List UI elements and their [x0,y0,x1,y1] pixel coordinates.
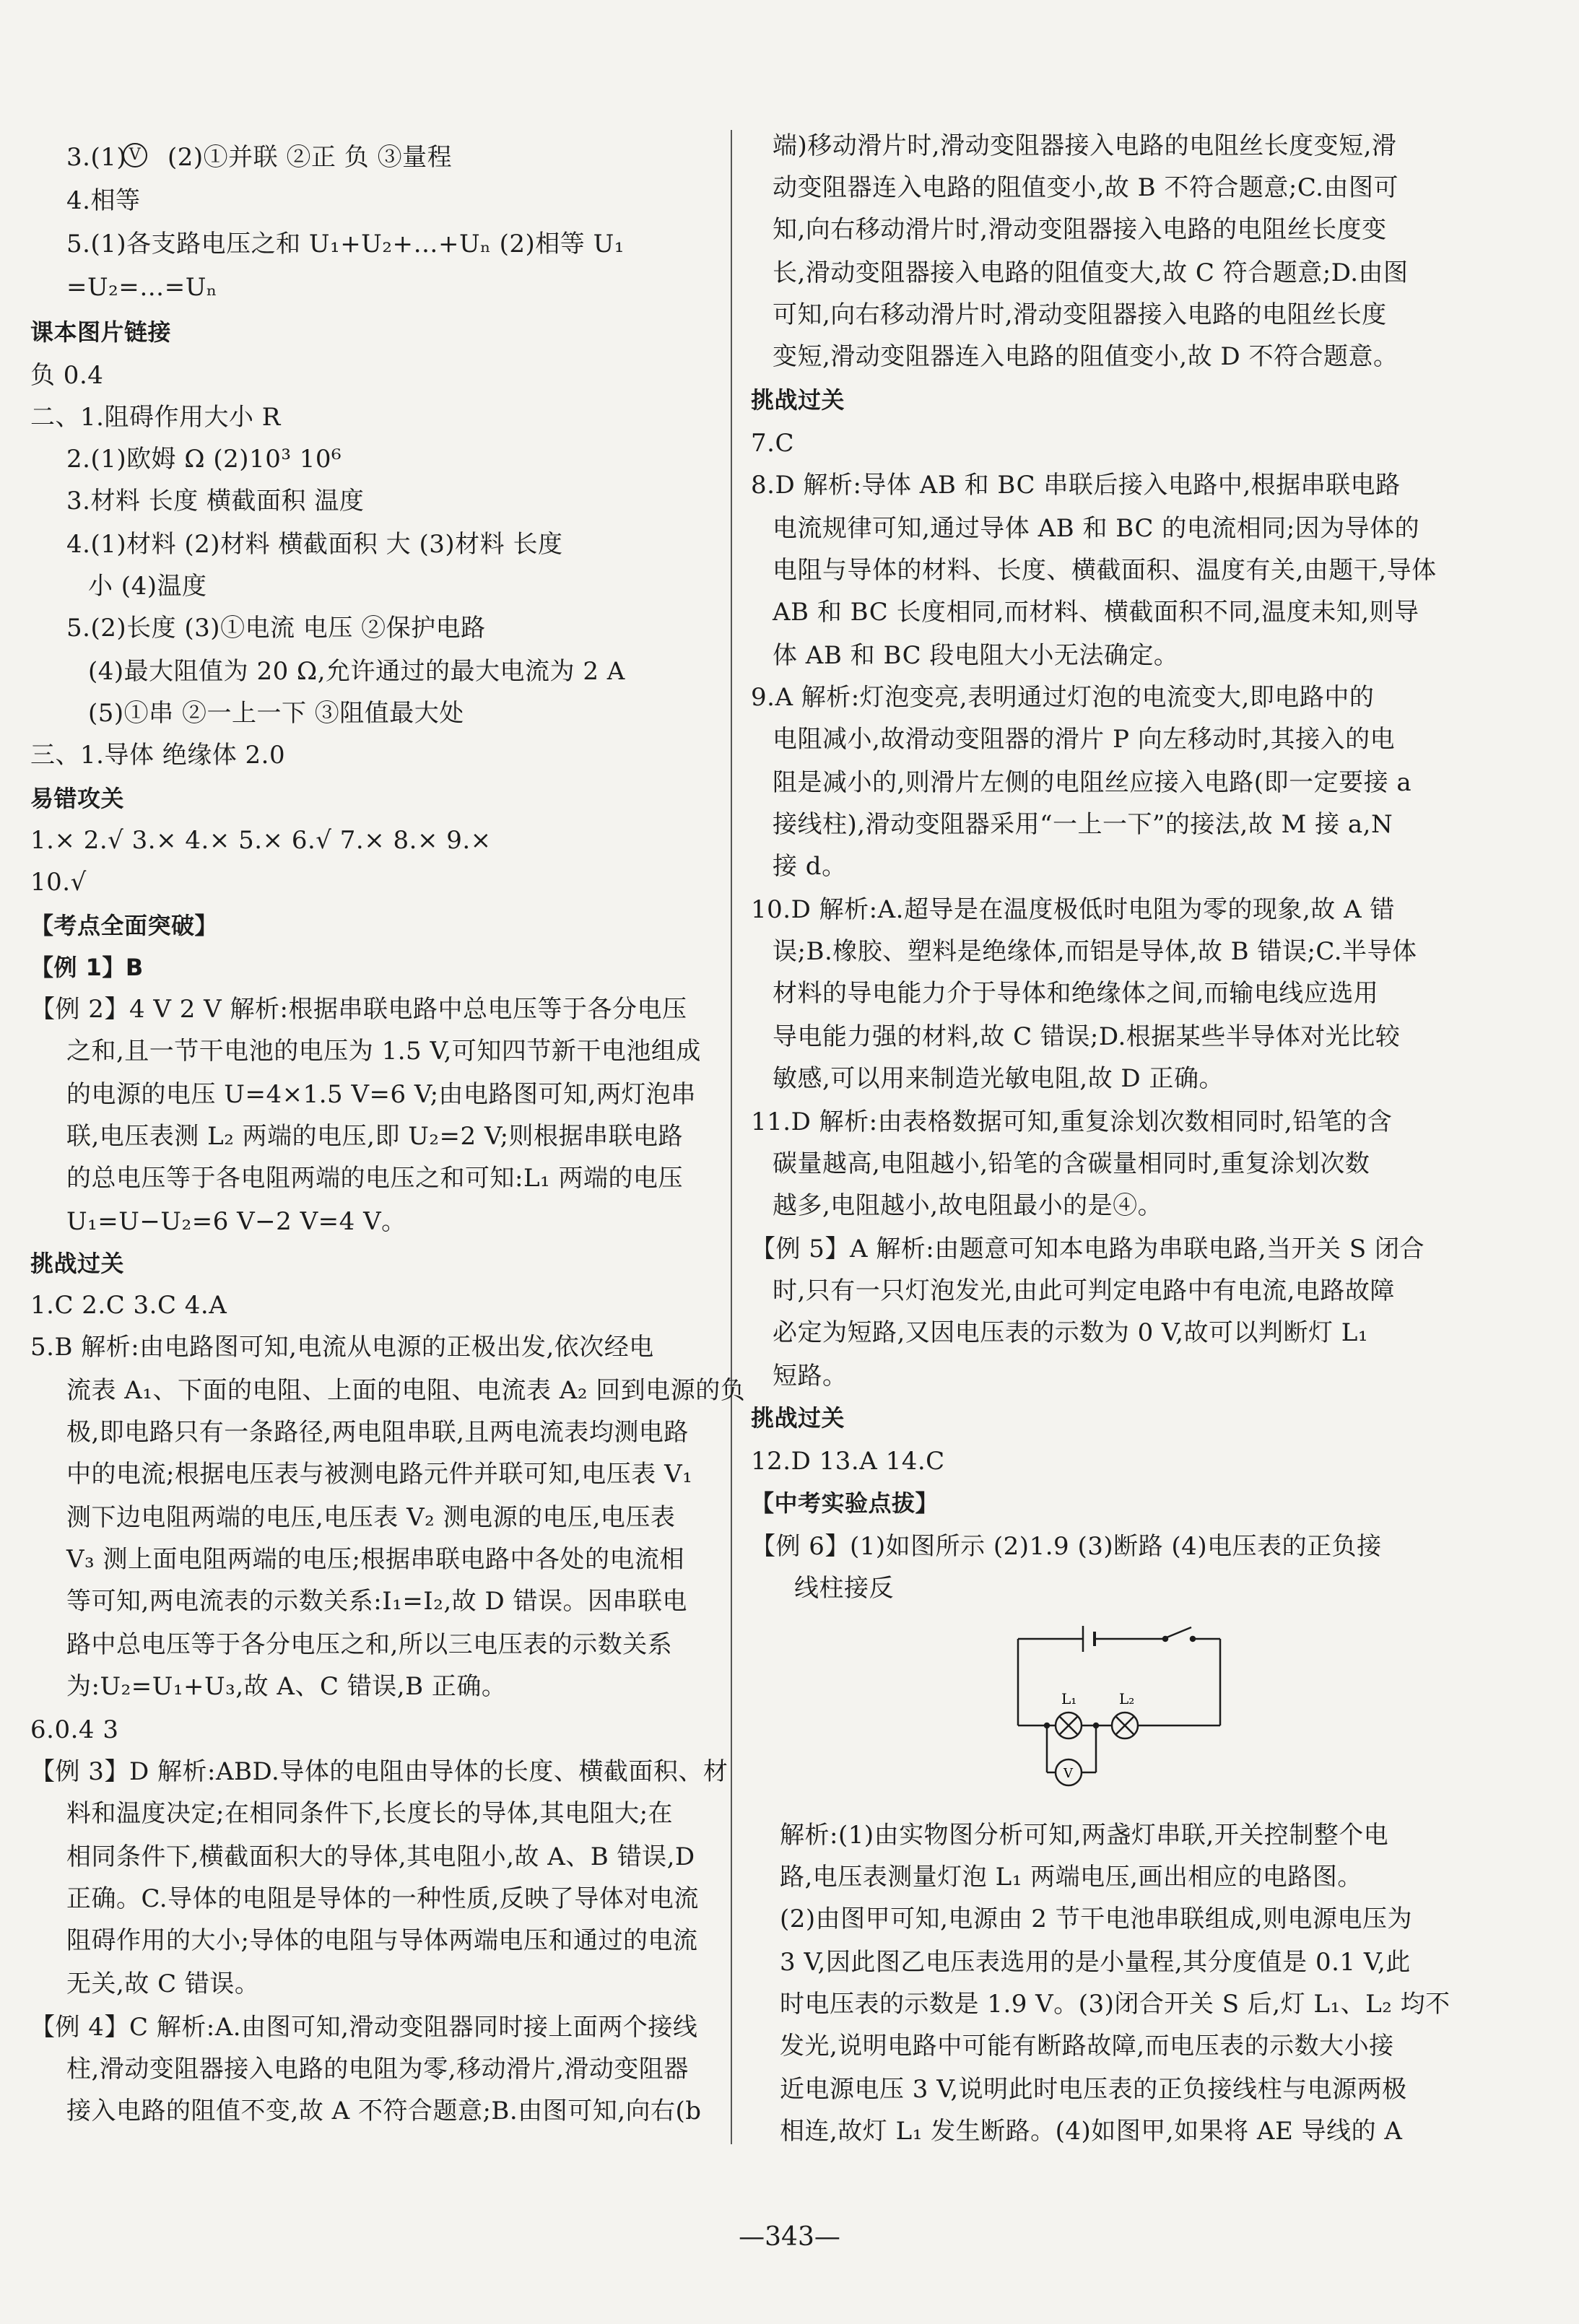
text-line: 误;B.橡胶、塑料是绝缘体,而铝是导体,故 B 错误;C.半导体 [773,937,1417,966]
text-line: 【例 3】D 解析:ABD.导体的电阻由导体的长度、横截面积、材 [30,1757,728,1786]
text-line: 料和温度决定;在相同条件下,长度长的导体,其电阻大;在 [66,1799,674,1828]
text-line: 发光,说明电路中可能有断路故障,而电压表的示数大小接 [780,2032,1394,2060]
text-line: 接线柱),滑动变阻器采用“一上一下”的接法,故 M 接 a,N [773,810,1393,839]
text-line: 极,即电路只有一条路径,两电阻串联,且两电流表均测电路 [66,1418,689,1447]
text-line: 易错攻关 [30,785,125,812]
text-line: (2)①并联 ②正 负 ③量程 [168,143,453,172]
text-line: 长,滑动变阻器接入电路的阻值变大,故 C 符合题意;D.由图 [773,258,1409,287]
text-line: 时电压表的示数是 1.9 V。(3)闭合开关 S 后,灯 L₁、L₂ 均不 [780,1990,1450,2019]
text-line: 6.0.4 3 [30,1715,119,1744]
text-line: 【例 4】C 解析:A.由图可知,滑动变阻器同时接上面两个接线 [30,2013,698,2042]
text-line: V [123,143,147,167]
text-line: 挑战过关 [751,386,845,414]
text-line: 1.C 2.C 3.C 4.A [30,1291,227,1320]
page-number: —343— [739,2222,840,2252]
text-line: 知,向右移动滑片时,滑动变阻器接入电路的电阻丝长度变 [773,215,1387,244]
text-line: 时,只有一只灯泡发光,由此可判定电路中有电流,电路故障 [773,1276,1395,1305]
text-line: 10.D 解析:A.超导是在温度极低时电阻为零的现象,故 A 错 [751,895,1395,924]
text-line: 之和,且一节干电池的电压为 1.5 V,可知四节新干电池组成 [66,1037,701,1066]
text-line: 挑战过关 [30,1250,125,1277]
text-line: 中的电流;根据电压表与被测电路元件并联可知,电压表 V₁ [66,1460,693,1489]
text-line: 【例 2】4 V 2 V 解析:根据串联电路中总电压等于各分电压 [30,995,687,1024]
text-line: 可知,向右移动滑片时,滑动变阻器接入电路的电阻丝长度 [773,300,1387,329]
text-line: 5.(1)各支路电压之和 U₁+U₂+…+Uₙ (2)相等 U₁ [66,230,625,258]
text-line: 柱,滑动变阻器接入电路的电阻为零,移动滑片,滑动变阻器 [66,2055,689,2084]
text-line: 阻是减小的,则滑片左侧的电阻丝应接入电路(即一定要接 a [773,768,1412,797]
text-line: 电阻减小,故滑动变阻器的滑片 P 向左移动时,其接入的电 [773,725,1396,754]
text-line: 短路。 [773,1362,848,1391]
text-line: V₃ 测上面电阻两端的电压;根据串联电路中各处的电流相 [66,1545,684,1574]
circuit-diagram [1011,1617,1227,1798]
text-line: 线柱接反 [794,1574,894,1603]
text-line: 2.(1)欧姆 Ω (2)10³ 10⁶ [66,445,342,474]
text-line: 【例 6】(1)如图所示 (2)1.9 (3)断路 (4)电压表的正负接 [751,1532,1382,1561]
text-line: 的电源的电压 U=4×1.5 V=6 V;由电路图可知,两灯泡串 [66,1080,696,1109]
text-line: 接入电路的阻值不变,故 A 不符合题意;B.由图可知,向右(b [66,2097,702,2125]
text-line: 流表 A₁、下面的电阻、上面的电阻、电流表 A₂ 回到电源的负 [66,1376,746,1405]
text-line: 电阻与导体的材料、长度、横截面积、温度有关,由题干,导体 [773,556,1437,585]
text-line: 9.A 解析:灯泡变亮,表明通过灯泡的电流变大,即电路中的 [751,683,1375,712]
text-line: (4)最大阻值为 20 Ω,允许通过的最大电流为 2 A [88,657,625,686]
text-line: 3.(1) [66,143,127,172]
text-line: 小 (4)温度 [88,572,207,601]
text-line: 动变阻器连入电路的阻值变小,故 B 不符合题意;C.由图可 [773,173,1399,202]
text-line: 4.(1)材料 (2)材料 横截面积 大 (3)材料 长度 [66,530,563,559]
text-line: 必定为短路,又因电压表的示数为 0 V,故可以判断灯 L₁ [773,1318,1368,1347]
text-line: 【中考实验点拔】 [751,1489,939,1517]
text-line: 3.材料 长度 横截面积 温度 [66,487,365,515]
text-line: AB 和 BC 长度相同,而材料、横截面积不同,温度未知,则导 [773,598,1419,627]
text-line: 越多,电阻越小,故电阻最小的是④。 [773,1191,1163,1220]
text-line: 解析:(1)由实物图分析可知,两盏灯串联,开关控制整个电 [780,1821,1389,1850]
text-line: (5)①串 ②一上一下 ③阻值最大处 [88,699,464,728]
text-line: 体 AB 和 BC 段电阻大小无法确定。 [773,641,1179,670]
text-line: 接 d。 [773,852,847,881]
text-line: 材料的导电能力介于导体和绝缘体之间,而输电线应选用 [773,979,1379,1008]
text-line: 【例 5】A 解析:由题意可知本电路为串联电路,当开关 S 闭合 [751,1235,1424,1263]
text-line: 10.√ [30,868,87,897]
text-line: 碳量越高,电阻越小,铅笔的含碳量相同时,重复涂划次数 [773,1149,1370,1178]
text-line: 5.(2)长度 (3)①电流 电压 ②保护电路 [66,614,486,643]
voltmeter-label: V [1063,1766,1073,1781]
text-line: 测下边电阻两端的电压,电压表 V₂ 测电源的电压,电压表 [66,1503,676,1532]
text-line: 12.D 13.A 14.C [751,1447,945,1476]
text-line: 的总电压等于各电阻两端的电压之和可知:L₁ 两端的电压 [66,1164,683,1193]
text-line: 3 V,因此图乙电压表选用的是小量程,其分度值是 0.1 V,此 [780,1948,1411,1977]
text-line: 变短,滑动变阻器连入电路的阻值变小,故 D 不符合题意。 [773,342,1399,371]
text-line: U₁=U−U₂=6 V−2 V=4 V。 [66,1207,406,1236]
lamp-l2-label: L₂ [1119,1690,1135,1707]
text-line: 三、1.导体 绝缘体 2.0 [30,741,286,770]
text-line: 课本图片链接 [30,318,172,346]
text-line: 端)移动滑片时,滑动变阻器接入电路的电阻丝长度变短,滑 [773,131,1397,160]
text-line: 负 0.4 [30,361,104,390]
text-line: 8.D 解析:导体 AB 和 BC 串联后接入电路中,根据串联电路 [751,471,1401,500]
text-line: 1.× 2.√ 3.× 4.× 5.× 6.√ 7.× 8.× 9.× [30,826,492,855]
text-line: 挑战过关 [751,1404,845,1432]
text-line: 无关,故 C 错误。 [66,1970,260,1998]
text-line: 敏感,可以用来制造光敏电阻,故 D 正确。 [773,1064,1224,1093]
text-line: 路,电压表测量灯泡 L₁ 两端电压,画出相应的电路图。 [780,1863,1362,1892]
text-line: 7.C [751,429,794,458]
text-line: 等可知,两电流表的示数关系:I₁=I₂,故 D 错误。因串联电 [66,1587,688,1616]
text-line: =U₂=…=Uₙ [66,273,218,302]
text-line: 近电源电压 3 V,说明此时电压表的正负接线柱与电源两极 [780,2075,1407,2104]
text-line: 导电能力强的材料,故 C 错误;D.根据某些半导体对光比较 [773,1022,1401,1051]
text-line: 相连,故灯 L₁ 发生断路。(4)如图甲,如果将 AE 导线的 A [780,2117,1403,2146]
text-line: 5.B 解析:由电路图可知,电流从电源的正极出发,依次经电 [30,1333,654,1362]
text-line: 二、1.阻碍作用大小 R [30,403,281,432]
text-line: 正确。C.导体的电阻是导体的一种性质,反映了导体对电流 [66,1884,699,1913]
text-line: 电流规律可知,通过导体 AB 和 BC 的电流相同;因为导体的 [773,514,1420,543]
text-line: (2)由图甲可知,电源由 2 节干电池串联组成,则电源电压为 [780,1905,1413,1933]
text-line: 为:U₂=U₁+U₃,故 A、C 错误,B 正确。 [66,1672,507,1701]
text-line: 阻碍作用的大小;导体的电阻与导体两端电压和通过的电流 [66,1926,698,1955]
text-line: 路中总电压等于各分电压之和,所以三电压表的示数关系 [66,1630,673,1659]
text-line: 相同条件下,横截面积大的导体,其电阻小,故 A、B 错误,D [66,1842,695,1871]
text-line: 4.相等 [66,186,141,215]
text-line: 【例 1】B [30,954,144,981]
text-line: 11.D 解析:由表格数据可知,重复涂划次数相同时,铅笔的含 [751,1107,1393,1136]
lamp-l1-label: L₁ [1061,1690,1077,1707]
text-line: 联,电压表测 L₂ 两端的电压,即 U₂=2 V;则根据串联电路 [66,1122,684,1151]
text-line: 【考点全面突破】 [30,912,219,939]
column-divider [731,130,732,2144]
